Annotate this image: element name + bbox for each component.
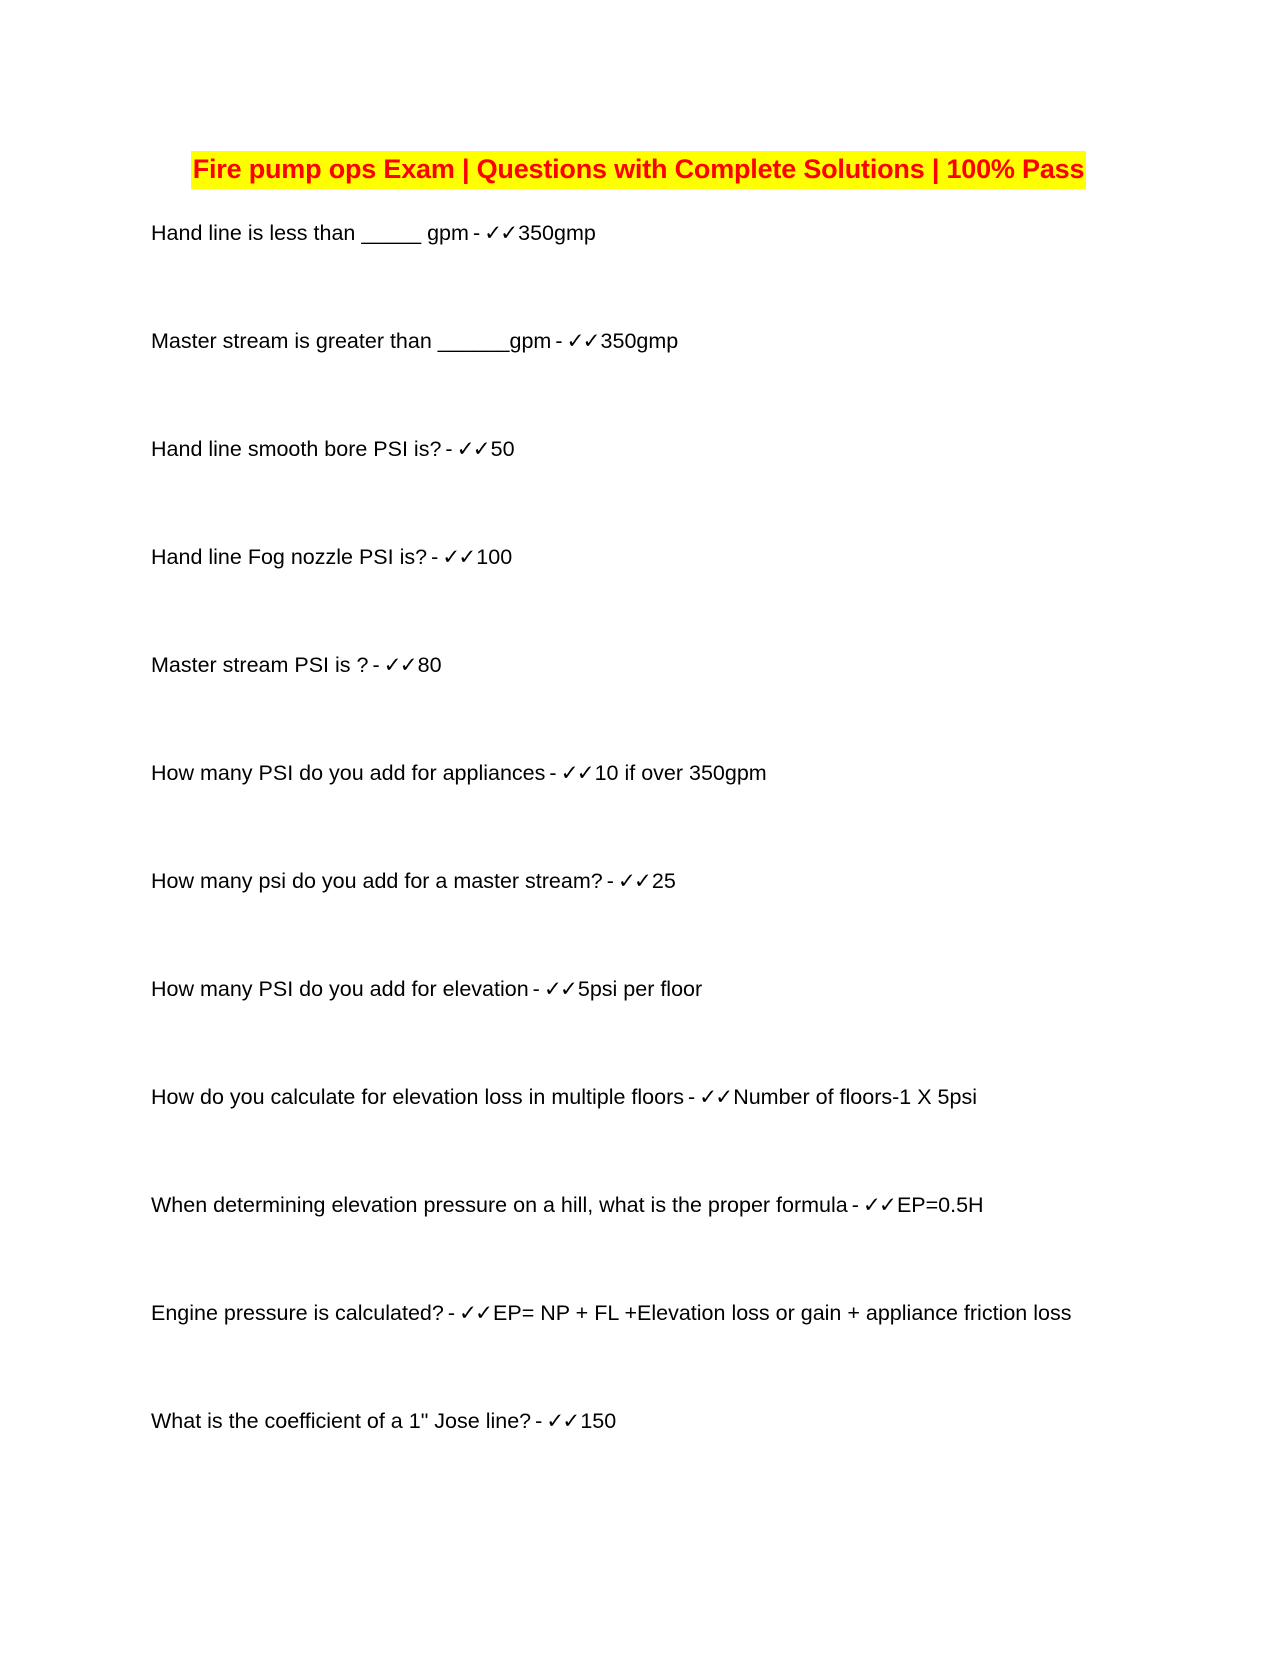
answer-text: 80 — [417, 653, 442, 677]
double-check-icon: ✓✓ — [543, 977, 576, 1001]
separator-dash: - — [472, 221, 481, 245]
separator-dash: - — [688, 1085, 696, 1109]
question-text: How many PSI do you add for appliances — [151, 761, 546, 785]
answer-text: 10 if over 350gpm — [594, 761, 767, 785]
qa-item — [151, 1082, 1151, 1190]
qa-item — [151, 650, 1151, 758]
question-text: How many psi do you add for a master stream? — [151, 869, 603, 893]
answer-text: 350gmp — [518, 221, 596, 245]
question-text: Engine pressure is calculated? — [151, 1301, 444, 1325]
answer-text: Number of floors-1 X 5psi — [733, 1085, 977, 1109]
separator-dash: - — [851, 1193, 859, 1217]
answer-text: 50 — [490, 437, 515, 461]
question-text: How many PSI do you add for elevation — [151, 977, 529, 1001]
double-check-icon: ✓✓ — [617, 869, 650, 893]
document-title: Fire pump ops Exam | Questions with Complete Solutions | 100% Pass — [191, 151, 1087, 189]
double-check-icon: ✓✓ — [383, 653, 416, 677]
separator-dash: - — [532, 977, 540, 1001]
double-check-icon: ✓✓ — [456, 437, 489, 461]
qa-item — [151, 218, 1151, 326]
separator-dash: - — [555, 329, 563, 353]
question-text: Hand line is less than _____ gpm — [151, 221, 469, 245]
double-check-icon: ✓✓ — [458, 1301, 492, 1325]
answer-text: 150 — [580, 1409, 617, 1433]
answer-text: 100 — [476, 545, 513, 569]
double-check-icon: ✓✓ — [442, 545, 475, 569]
answer-text: EP=0.5H — [896, 1193, 984, 1217]
qa-item — [151, 1298, 1151, 1406]
qa-item — [151, 1190, 1151, 1298]
qa-item — [151, 758, 1151, 866]
qa-item — [151, 866, 1151, 974]
question-text: How do you calculate for elevation loss in multiple floors — [151, 1085, 684, 1109]
qa-item — [151, 974, 1151, 1082]
answer-text: 5psi per floor — [577, 977, 703, 1001]
separator-dash: - — [606, 869, 614, 893]
title-container — [151, 149, 1126, 191]
double-check-icon: ✓✓ — [560, 761, 593, 785]
question-text: When determining elevation pressure on a hill, what is the proper formula — [151, 1193, 848, 1217]
question-text: Master stream is greater than ______gpm — [151, 329, 552, 353]
separator-dash: - — [447, 1301, 455, 1325]
qa-item — [151, 1406, 1151, 1514]
separator-dash: - — [445, 437, 453, 461]
double-check-icon: ✓✓ — [566, 329, 599, 353]
qa-item — [151, 434, 1151, 542]
question-text: What is the coefficient of a 1" Jose line? — [151, 1409, 532, 1433]
double-check-icon: ✓✓ — [699, 1085, 732, 1109]
question-text: Master stream PSI is ? — [151, 653, 369, 677]
separator-dash: - — [372, 653, 380, 677]
answer-text: 25 — [651, 869, 676, 893]
double-check-icon: ✓✓ — [484, 221, 517, 245]
answer-text: 350gmp — [600, 329, 679, 353]
separator-dash: - — [549, 761, 557, 785]
qa-item — [151, 326, 1151, 434]
separator-dash: - — [431, 545, 439, 569]
qa-item — [151, 542, 1151, 650]
question-text: Hand line smooth bore PSI is? — [151, 437, 442, 461]
double-check-icon: ✓✓ — [546, 1409, 579, 1433]
double-check-icon: ✓✓ — [862, 1193, 895, 1217]
question-text: Hand line Fog nozzle PSI is? — [151, 545, 428, 569]
answer-text: EP= NP + FL +Elevation loss or gain + appliance friction loss — [493, 1301, 1072, 1325]
qa-list — [151, 218, 1151, 1514]
separator-dash: - — [535, 1409, 543, 1433]
